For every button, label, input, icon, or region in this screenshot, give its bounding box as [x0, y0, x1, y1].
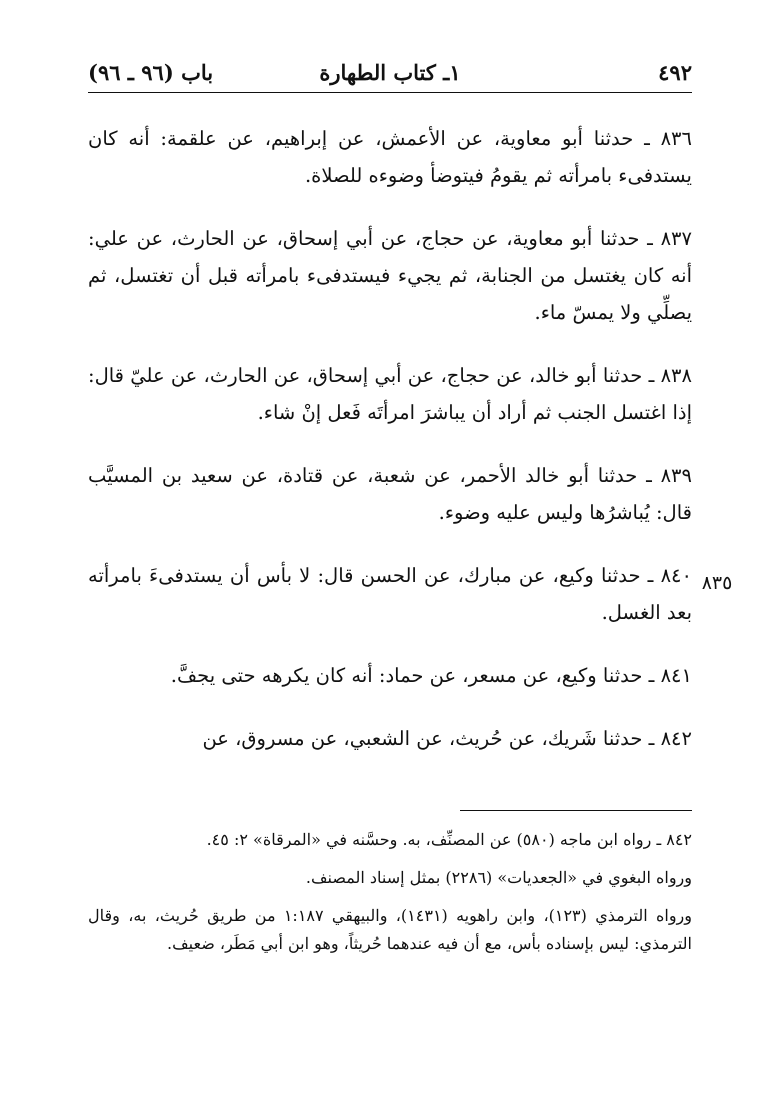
hadith-840: ٨٤٠ ـ حدثنا وكيع، عن مبارك، عن الحسن قال: لا بأس أن يستدفىءَ بامرأته بعد الغسل.	[88, 564, 692, 624]
main-text	[88, 120, 692, 783]
footnote-rule	[460, 810, 692, 811]
hadith-837: ٨٣٧ ـ حدثنا أبو معاوية، عن حجاج، عن أبي إسحاق، عن الحارث، عن علي: أنه كان يغتسل من الجنابة، ثم يجيء فيستدفىء بامرأته قبل أن تغتسل، ثم يصلِّي ولا يمسّ ماء.	[88, 227, 692, 324]
hadith-839: ٨٣٩ ـ حدثنا أبو خالد الأحمر، عن شعبة، عن قتادة، عن سعيد بن المسيَّب قال: يُباشرُها وليس عليه وضوء.	[88, 464, 692, 524]
chapter-title: باب (٩٦ ـ ٩٦)	[88, 60, 214, 85]
footnote-3: ورواه الترمذي (١٢٣)، وابن راهويه (١٤٣١)، والبيهقي ١:١٨٧ من طريق حُريث، به، وقال الترمذي: ليس بإسناده بأس، مع أن فيه عندهما حُريثاً، وهو ابن أبي مَطَر، ضعيف.	[88, 906, 692, 953]
hadith-842: ٨٤٢ ـ حدثنا شَريك، عن حُريث، عن الشعبي، عن مسروق، عن	[202, 727, 692, 750]
margin-number: ٨٣٥	[701, 572, 733, 594]
page-number: ٤٩٢	[658, 60, 692, 85]
book-title: ١ـ كتاب الطهارة	[319, 60, 461, 85]
hadith-841: ٨٤١ ـ حدثنا وكيع، عن مسعر، عن حماد: أنه كان يكرهه حتى يجفَّ.	[170, 664, 692, 687]
footnote-1: ٨٤٢ ـ رواه ابن ماجه (٥٨٠) عن المصنِّف، به. وحسَّنه في «المرقاة» ٢: ٤٥.	[206, 830, 692, 849]
page-header	[88, 56, 692, 88]
hadith-836: ٨٣٦ ـ حدثنا أبو معاوية، عن الأعمش، عن إبراهيم، عن علقمة: أنه كان يستدفىء بامرأته ثم يقومُ فيتوضأ وضوءه للصلاة.	[88, 127, 692, 187]
footnotes	[88, 826, 692, 968]
hadith-838: ٨٣٨ ـ حدثنا أبو خالد، عن حجاج، عن أبي إسحاق، عن الحارث، عن عليّ قال: إذا اغتسل الجنب ثم أراد أن يباشرَ امرأتَه فَعل إنْ شاء.	[88, 364, 692, 424]
footnote-2: ورواه البغوي في «الجعديات» (٢٢٨٦) بمثل إسناد المصنف.	[305, 868, 692, 887]
header-rule	[88, 92, 692, 93]
